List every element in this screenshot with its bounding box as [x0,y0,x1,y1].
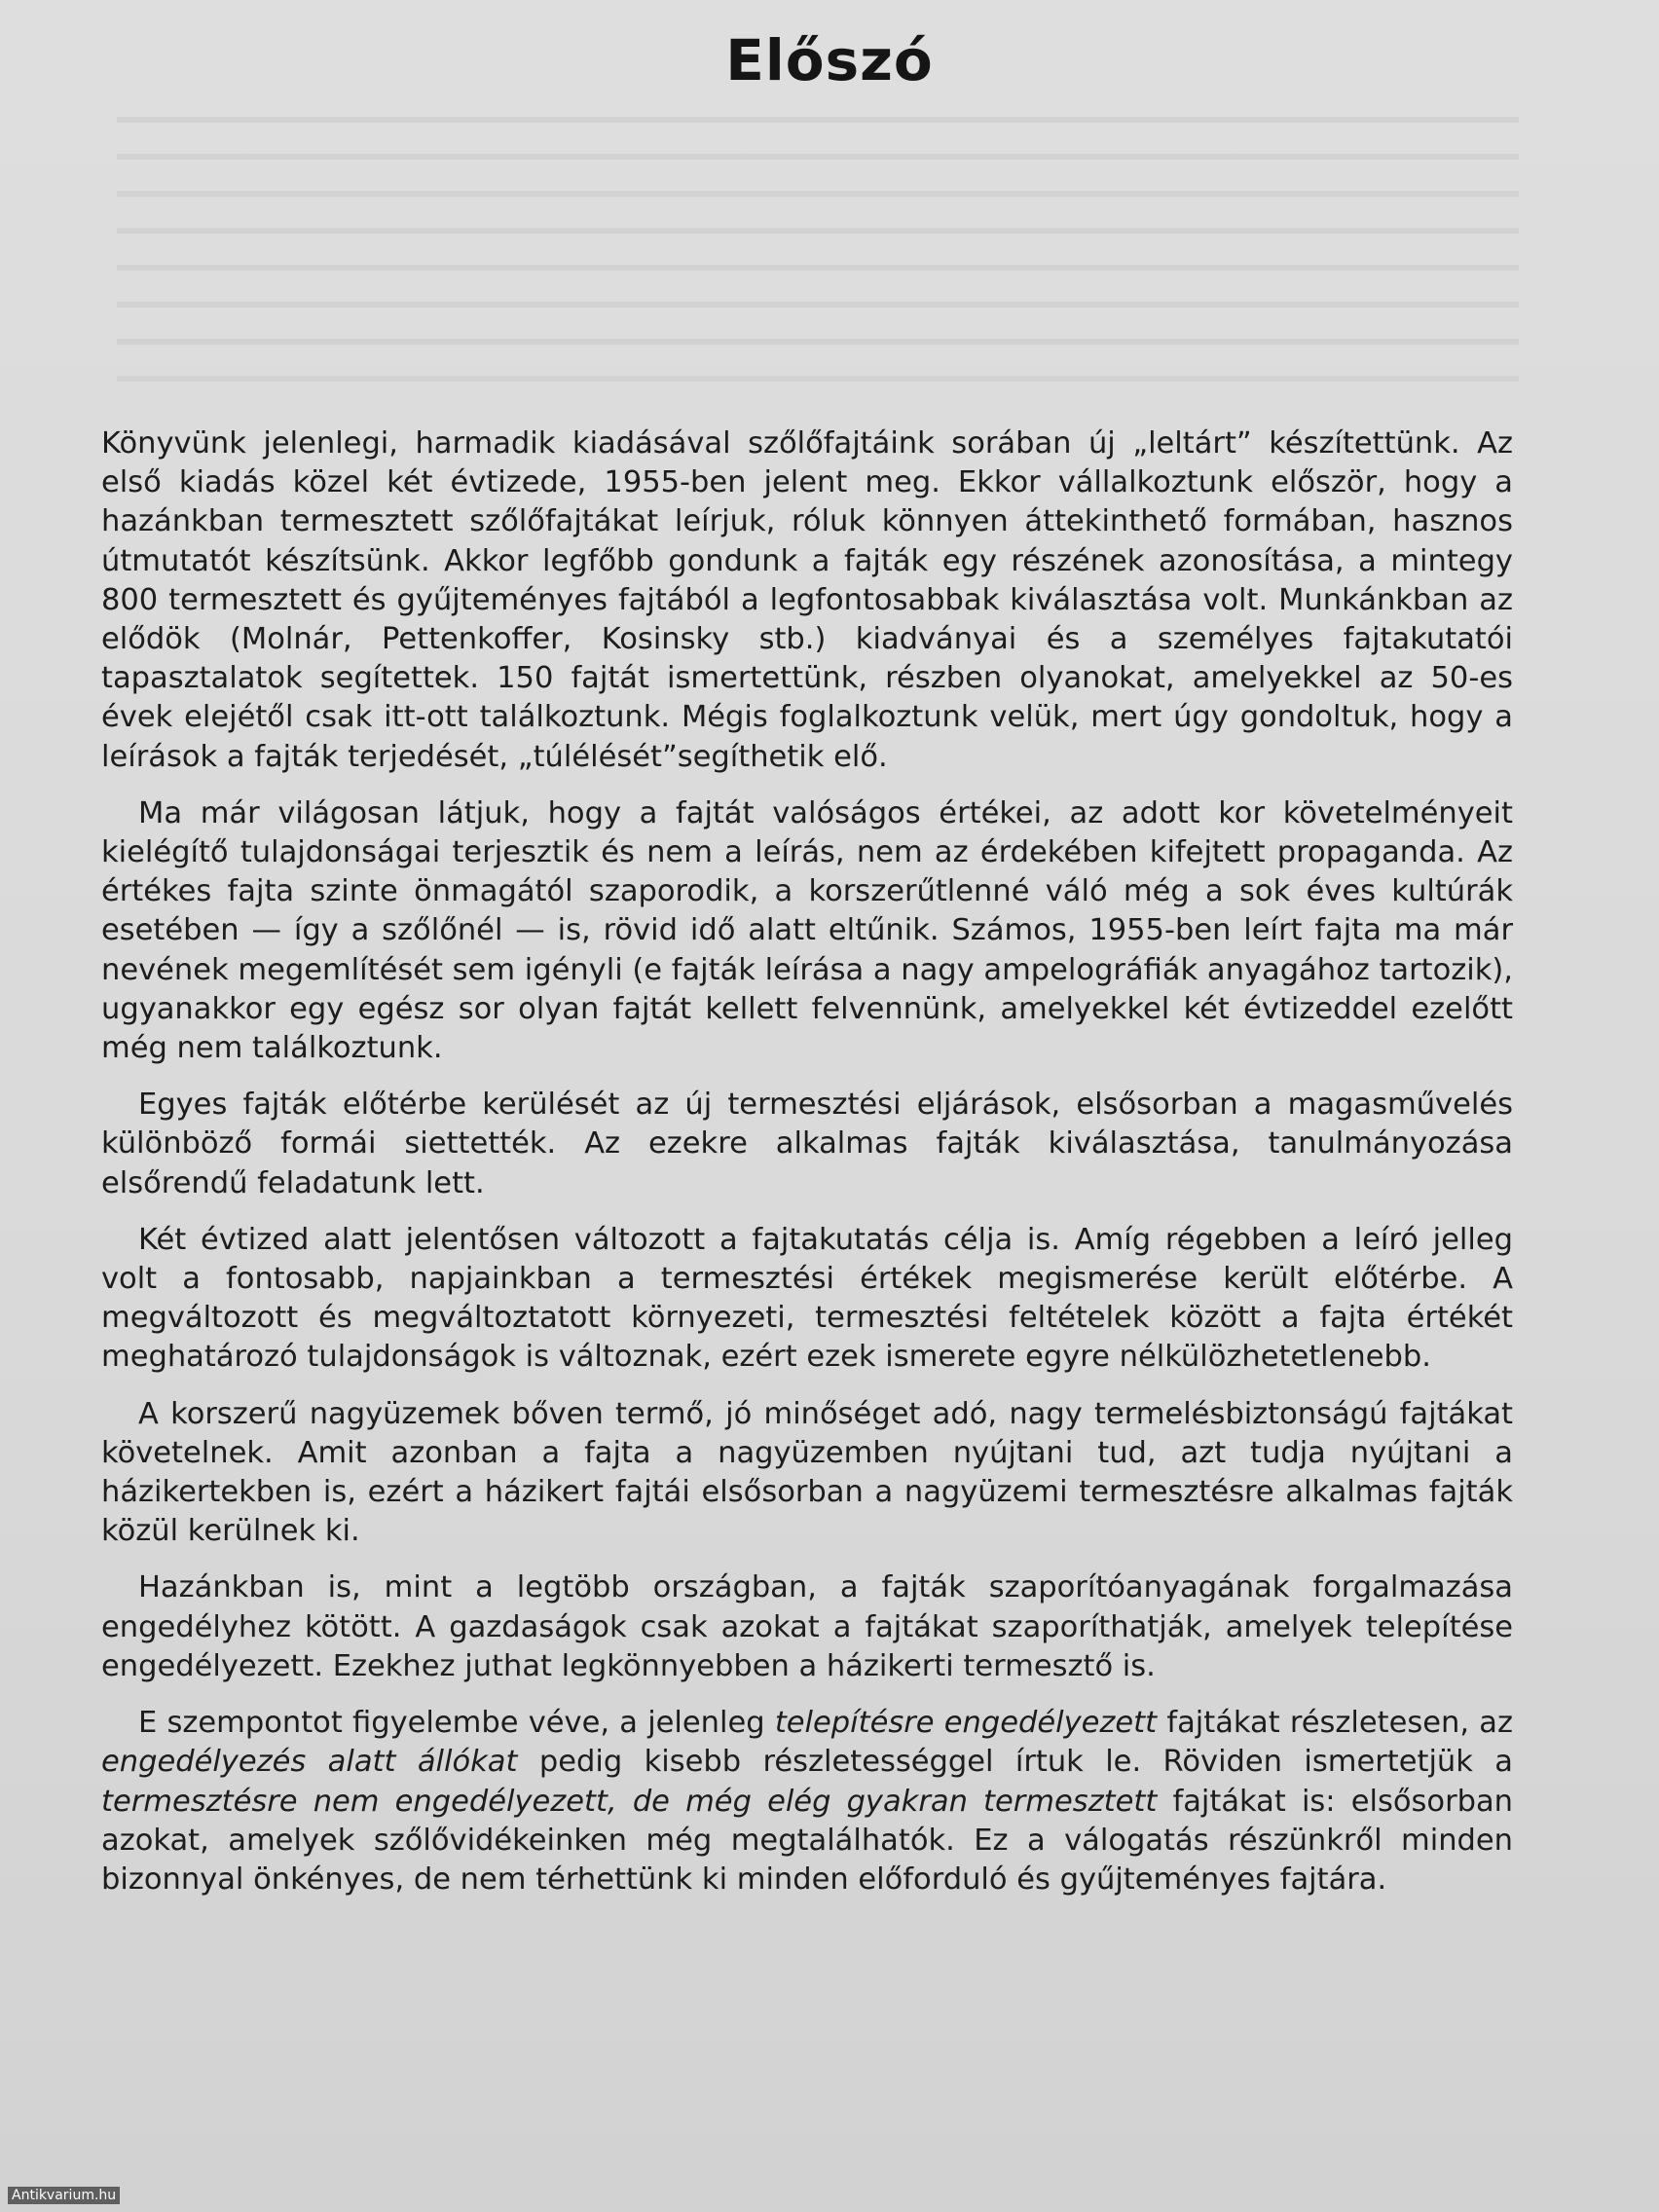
foreword-body [101,424,1513,1917]
paragraph-7-text-4: fajtákat is: elsősorban azokat, amelyek szőlővidékeinken még megtalálhatók. Ez a válogatás részünkről minden bizonnyal önkényes, de nem térhettünk ki minden előforduló és gyűjteményes fajtára. [101,1784,1513,1897]
paragraph-4: Két évtized alatt jelentősen változott a fajtakutatás célja is. Amíg régebben a leíró jelleg volt a fontosabb, napjainkban a termesztési értékek megismerése került előtérbe. A megváltozott és megváltoztatott környezeti, termesztési feltételek között a fajta értékét meghatározó tulajdonságok is változnak, ezért ezek ismerete egyre nélkülözhetetlenebb. [101,1222,1513,1375]
paragraph-2: Ma már világosan látjuk, hogy a fajtát valóságos értékei, az adott kor követelményeit kielégítő tulajdonságai terjesztik és nem a leírás, nem az érdekében kifejtett propaganda. Az értékes fajta szinte önmagától szaporodik, a korszerűtlenné váló még a sok éves kultúrák esetében — így a szőlőnél — is, rövid idő alatt eltűnik. Számos, 1955-ben leírt fajta ma már nevének megemlítését sem igényli (e fajták leírása a nagy ampelográfiák anyagához tartozik), ugyanakkor egy egész sor olyan fajtát kellett felvennünk, amelyekkel két évtizeddel ezelőtt még nem találkoztunk. [101,795,1513,1066]
paragraph-7-italic-3: termesztésre nem engedélyezett, de még elég gyakran termesztett [101,1784,1158,1819]
paragraph-7 [101,1704,1513,1899]
paragraph-7-italic-2: engedélyezés alatt állókat [101,1745,518,1780]
paragraph-7-text-1: E szempontot figyelembe véve, a jelenleg [138,1706,775,1741]
paragraph-7-text-2: fajtákat részletesen, az [1157,1706,1513,1741]
paragraph-6: Hazánkban is, mint a legtöbb országban, a fajták szaporítóanyagának forgalmazása engedélyhez kötött. A gazdaságok csak azokat a fajtákat szaporíthatják, amelyek telepítése engedélyezett. Ezekhez juthat legkönnyebben a házikerti termesztő is. [101,1570,1513,1683]
source-watermark: Antikvarium.hu [8,2187,120,2204]
paragraph-5: A korszerű nagyüzemek bőven termő, jó minőséget adó, nagy termelésbiztonságú fajtákat követelnek. Amit azonban a fajta a nagyüzemben nyújtani tud, azt tudja nyújtani a házikertekben is, ezért a házikert fajtái elsősorban a nagyüzemi termesztésre alkalmas fajták közül kerülnek ki. [101,1396,1513,1549]
paragraph-7-text-3: pedig kisebb részletességgel írtuk le. Röviden ismertetjük a [517,1745,1513,1780]
paragraph-1: Könyvünk jelenlegi, harmadik kiadásával szőlőfajtáink sorában új „leltárt” készítettünk. Az első kiadás közel két évtizede, 1955-ben jelent meg. Ekkor vállalkoztunk először, hogy a hazánkban termesztett szőlőfajtákat leírjuk, róluk könnyen áttekinthető formában, hasznos útmutatót készítsünk. Akkor legfőbb gondunk a fajták egy részének azonosítása, a mintegy 800 termesztett és gyűjteményes fajtából a legfontosabbak kiválasztása volt. Munkánkban az elődök (Molnár, Pettenkoffer, Kosinsky stb.) kiadványai és a személyes fajtakutatói tapasztalatok segítettek. 150 fajtát ismertettünk, részben olyanokat, amelyekkel az 50-es évek elejétől csak itt-ott találkoztunk. Mégis foglalkoztunk velük, mert úgy gondoltuk, hogy a leírások a fajták terjedését, „túlélését”segíthetik elő. [101,426,1513,774]
paragraph-3: Egyes fajták előtérbe kerülését az új termesztési eljárások, elsősorban a magasművelés különböző formái siettették. Az ezekre alkalmas fajták kiválasztása, tanulmányozása elsőrendű feladatunk lett. [101,1088,1513,1200]
paragraph-7-italic-1: telepítésre engedélyezett [774,1706,1158,1741]
page-title: Előszó [725,27,934,93]
show-through-text [117,117,1519,409]
